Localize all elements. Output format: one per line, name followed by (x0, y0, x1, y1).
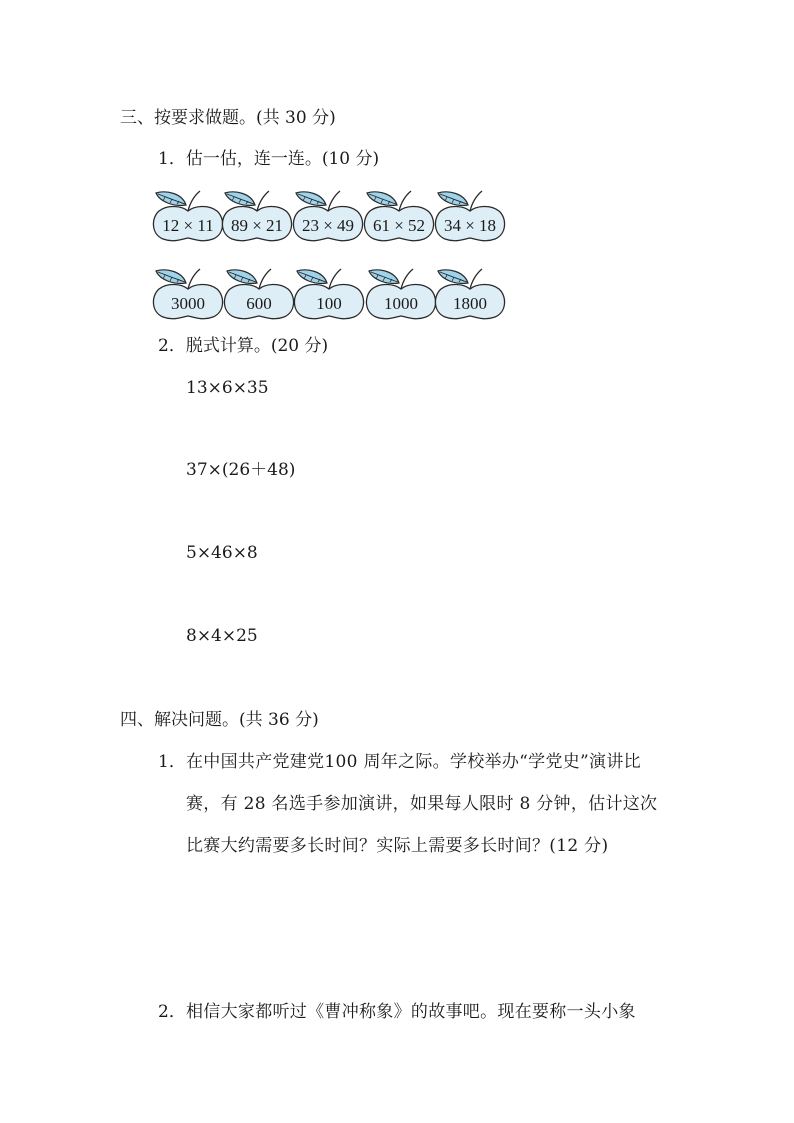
apple-top-3[interactable] (290, 188, 366, 248)
apple-top-5[interactable] (432, 188, 508, 248)
apple-expression: 89 × 21 (230, 216, 284, 235)
apple-value: 1000 (384, 294, 418, 313)
apple-top-1[interactable] (150, 188, 226, 248)
apple-expression: 34 × 18 (443, 216, 497, 235)
apple-expression: 61 × 52 (372, 216, 426, 235)
apple-bottom-2[interactable] (221, 266, 297, 326)
apple-top-2[interactable] (219, 188, 295, 248)
expression-4: 8×4×25 (186, 626, 258, 646)
apple-expression: 23 × 49 (301, 216, 355, 235)
question-3-1-label: 1．估一估，连一连。(10 分) (158, 149, 380, 169)
apple-expression: 12 × 11 (162, 216, 214, 235)
question-4-1-number: 1． (158, 752, 186, 772)
question-4-1-line-1: 在中国共产党建党100 周年之际。学校举办“学党史”演讲比 (186, 752, 641, 772)
apple-bottom-1[interactable] (150, 266, 226, 326)
expression-3: 5×46×8 (186, 543, 258, 563)
apple-value: 1800 (453, 294, 487, 313)
question-4-2-line-1: 相信大家都听过《曹冲称象》的故事吧。现在要称一头小象 (186, 1002, 636, 1022)
apple-value: 3000 (171, 294, 205, 313)
question-4-2-number: 2． (158, 1002, 186, 1022)
apple-bottom-5[interactable] (432, 266, 508, 326)
apple-bottom-3[interactable] (291, 266, 367, 326)
section-4-title: 四、解决问题。(共 36 分) (120, 710, 319, 730)
question-4-1-line-2: 赛，有 28 名选手参加演讲，如果每人限时 8 分钟，估计这次 (186, 794, 658, 814)
question-3-2-label: 2．脱式计算。(20 分) (158, 336, 329, 356)
expression-1: 13×6×35 (186, 378, 269, 398)
apple-value: 600 (246, 294, 272, 313)
apple-value: 100 (316, 294, 342, 313)
apple-bottom-4[interactable] (363, 266, 439, 326)
question-4-1-line-3: 比赛大约需要多长时间？实际上需要多长时间？(12 分) (186, 836, 609, 856)
apple-top-4[interactable] (361, 188, 437, 248)
expression-2: 37×(26＋48) (186, 460, 296, 480)
section-3-title: 三、按要求做题。(共 30 分) (120, 108, 336, 128)
